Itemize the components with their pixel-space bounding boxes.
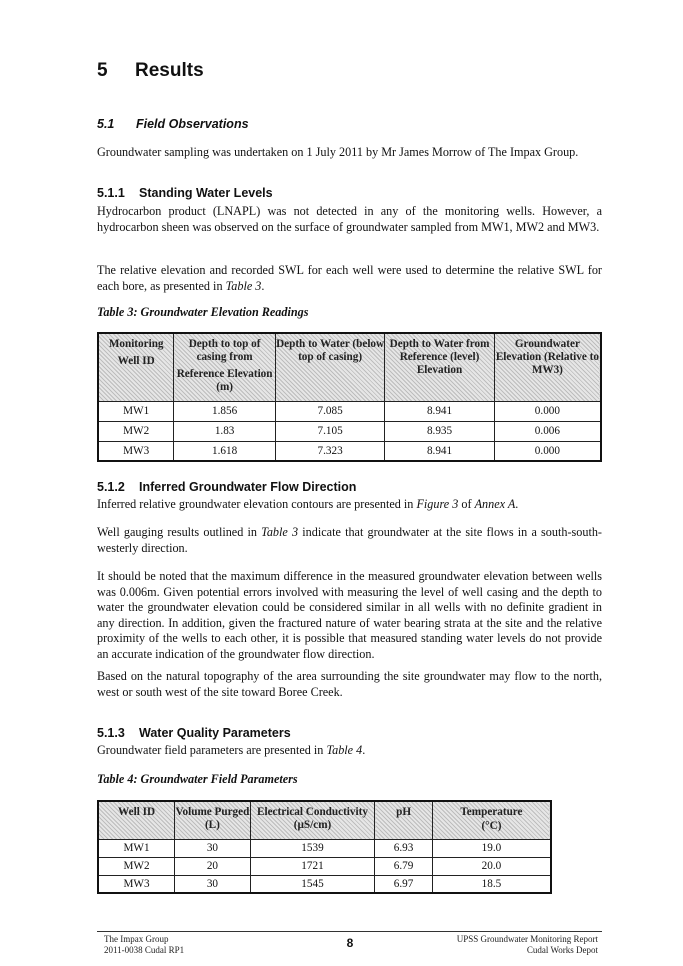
cell: 6.79 (375, 857, 433, 875)
cell: MW3 (98, 441, 174, 461)
cell: 0.000 (494, 441, 601, 461)
wq-paragraph-1 (97, 743, 602, 759)
heading-number: 5.1.3 (97, 726, 125, 740)
col-header-ph: pH (375, 801, 433, 839)
table-row (98, 857, 551, 875)
cell: 7.105 (275, 421, 384, 441)
cell: MW2 (98, 857, 175, 875)
cell: 20 (175, 857, 251, 875)
swl-paragraph-2 (97, 263, 602, 294)
text-run: . (261, 278, 265, 293)
cell: 7.323 (275, 441, 384, 461)
text-run: . (362, 743, 366, 757)
col-header-well-id: Well ID (98, 801, 175, 839)
cell: 1545 (250, 875, 374, 893)
groundwater-field-parameters-table (97, 800, 552, 894)
table-reference: Table 3 (261, 525, 299, 539)
heading-5-1-2 (97, 480, 356, 494)
text-run: Groundwater field parameters are presented in (97, 743, 327, 757)
heading-title: Water Quality Parameters (139, 726, 291, 740)
col-header-groundwater-elevation: Groundwater Elevation (Relative to MW3) (494, 333, 601, 401)
flow-paragraph-3: It should be noted that the maximum difference in the measured groundwater elevation between wells was 0.006m. Given potential errors involved with measuring the level of well casing and the depth to water the groundwater elevation could be considered similar in all wells with no definite gradient in any direction. In addition, given the fractured nature of water bearing strata at the site and the relative proximity of the wells to each other, it is possible that measured standing water levels do not provide an accurate indication of the groundwater flow direction. (97, 569, 602, 661)
cell: 0.006 (494, 421, 601, 441)
footer-right (400, 934, 598, 956)
footer-rule (97, 931, 602, 932)
cell: 8.935 (385, 421, 495, 441)
text-run: indicate that groundwater at the site flows in a south-south-westerly direction. (97, 525, 602, 555)
cell: 0.000 (494, 401, 601, 421)
cell: 7.085 (275, 401, 384, 421)
footer-site: Cudal Works Depot (526, 945, 598, 955)
page-number: 8 (346, 936, 354, 950)
cell: MW3 (98, 875, 175, 893)
table-row (98, 875, 551, 893)
cell: 18.5 (432, 875, 551, 893)
flow-paragraph-4: Based on the natural topography of the area surrounding the site groundwater may flow to the north, west or south west of the site toward Boree Creek. (97, 669, 602, 699)
table-3-caption: Table 3: Groundwater Elevation Readings (97, 305, 309, 319)
cell: 8.941 (385, 401, 495, 421)
table-reference: Table 4 (326, 743, 363, 757)
heading-5-1-3 (97, 726, 291, 740)
section-heading (97, 60, 204, 82)
heading-title: Inferred Groundwater Flow Direction (139, 480, 357, 494)
section-number: 5 (97, 60, 108, 81)
text-run: Inferred relative groundwater elevation contours are presented in (97, 497, 417, 511)
col-header-depth-from-reference: Depth to Water from Reference (level) Elevation (385, 333, 495, 401)
cell: 30 (175, 875, 251, 893)
subsection-number: 5.1 (97, 117, 115, 131)
col-header-volume-purged: Volume Purged (L) (175, 801, 251, 839)
cell: 20.0 (432, 857, 551, 875)
text-run: Well gauging results outlined in (97, 525, 262, 539)
table-row (98, 441, 601, 461)
footer-left (104, 934, 184, 956)
heading-number: 5.1.1 (97, 186, 125, 200)
table-header-row (98, 333, 601, 401)
col-header-depth-to-water: Depth to Water (below top of casing) (275, 333, 384, 401)
subsection-heading-5-1 (97, 117, 249, 131)
groundwater-elevation-table (97, 332, 602, 462)
table-row (98, 839, 551, 857)
cell: 1539 (250, 839, 374, 857)
cell: 30 (175, 839, 251, 857)
cell: 1.618 (174, 441, 276, 461)
table-row (98, 421, 601, 441)
col-header-depth-to-casing: Depth to top of casing from Reference Elevation (m) (174, 333, 276, 401)
table-header-row (98, 801, 551, 839)
section-title: Results (135, 60, 204, 81)
subsection-title: Field Observations (136, 117, 249, 131)
cell: MW1 (98, 401, 174, 421)
text-run: The relative elevation and recorded SWL for each well were used to determine the relative SWL for each bore, as presented in (97, 263, 602, 293)
heading-5-1-1 (97, 186, 273, 200)
cell: 1.83 (174, 421, 276, 441)
text-run: . (515, 497, 519, 511)
cell: 8.941 (385, 441, 495, 461)
table-reference: Table 3 (225, 278, 262, 293)
cell: MW2 (98, 421, 174, 441)
annex-reference: Annex A (474, 497, 516, 511)
cell: 19.0 (432, 839, 551, 857)
col-header-well-id: Monitoring Well ID (98, 333, 174, 401)
cell: MW1 (98, 839, 175, 857)
swl-paragraph-1: Hydrocarbon product (LNAPL) was not detected in any of the monitoring wells. However, a hydrocarbon sheen was observed on the surface of groundwater sampled from MW1, MW2 and MW3. (97, 204, 602, 234)
footer-company: The Impax Group (104, 934, 169, 944)
col-header-temperature: Temperature (°C) (432, 801, 551, 839)
footer-report-number: 2011-0038 Cudal RP1 (104, 945, 185, 955)
footer-report-title: UPSS Groundwater Monitoring Report (456, 934, 598, 944)
flow-paragraph-1 (97, 497, 602, 513)
text-run: of (458, 497, 475, 511)
flow-paragraph-2 (97, 525, 602, 556)
cell: 1.856 (174, 401, 276, 421)
heading-title: Standing Water Levels (139, 186, 273, 200)
field-observations-text: Groundwater sampling was undertaken on 1 July 2011 by Mr James Morrow of The Impax Group. (97, 145, 579, 159)
cell: 1721 (250, 857, 374, 875)
table-row (98, 401, 601, 421)
col-header-electrical-conductivity: Electrical Conductivity (µS/cm) (250, 801, 374, 839)
figure-reference: Figure 3 (416, 497, 459, 511)
heading-number: 5.1.2 (97, 480, 125, 494)
cell: 6.97 (375, 875, 433, 893)
cell: 6.93 (375, 839, 433, 857)
table-4-caption: Table 4: Groundwater Field Parameters (97, 772, 298, 786)
